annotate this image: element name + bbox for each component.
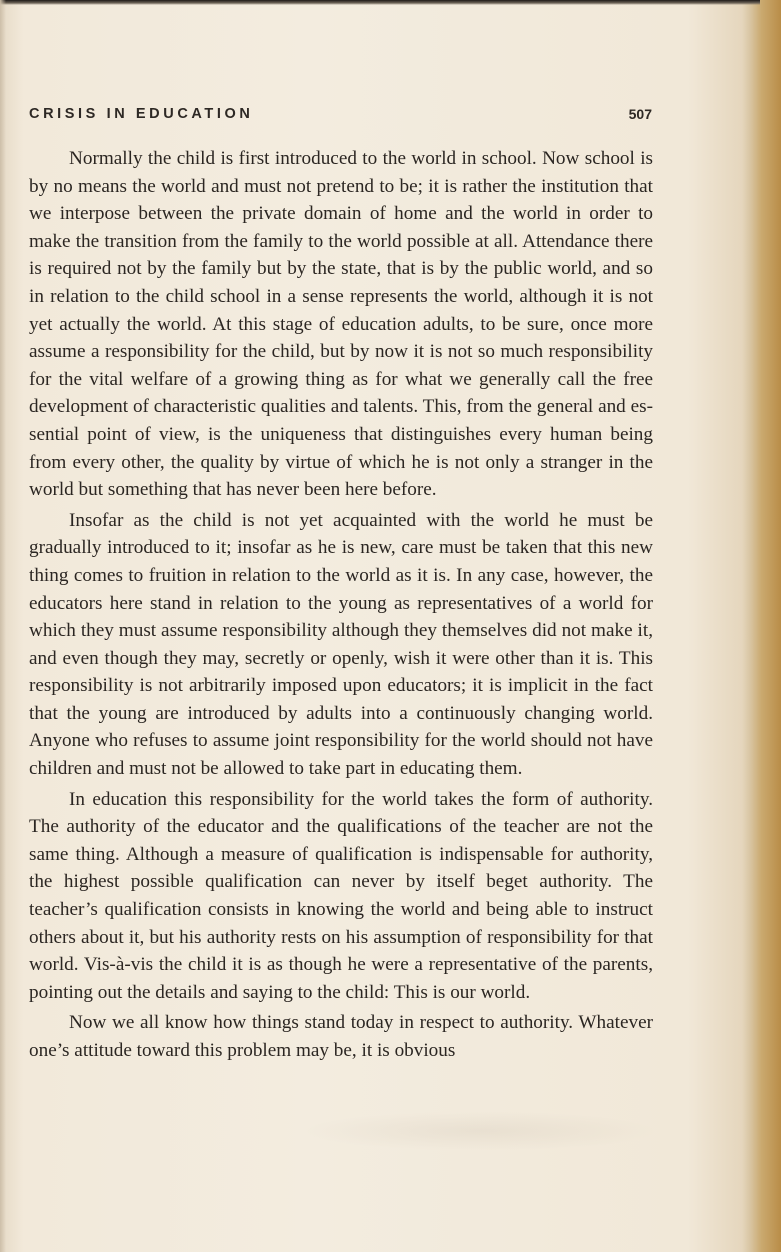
page-number: 507 [628,106,652,122]
paragraph: Insofar as the child is not yet acquainted with the world he must be gradually introduced to it; insofar as he is new, care must be taken that this new thing comes to fruition in relation to the world as it is. In any case, however, the educators here stand in relation to the young as representatives of a world for which they must assume responsibility although they themselves did not make it, and even though they may, secretly or openly, wish it were other than it is. This responsibility is not arbitrarily imposed upon educators; it is implicit in the fact that the young are introduced by adults into a continuously changing world. Anyone who refuses to assume joint responsibility for the world should not have children and must not be allowed to take part in educating them. [29,509,653,780]
paragraph: Now we all know how things stand today in respect to authority. Whatever one’s attitude toward this problem may be, it is obvious [29,1012,653,1061]
running-head-title: CRISIS IN EDUCATION [29,106,254,122]
running-head [25,103,652,127]
page-top-shadow [0,0,760,5]
paragraph: In education this responsibility for the world takes the form of authority. The authority of the educator and the qualifications of the teacher are not the same thing. Although a measure of qualification is indispensable for authority, the highest possible qualification can never by itself beget authority. The teacher’s qualification consists in knowing the world and being able to instruct others about it, but his authority rests on his assumption of responsibility for that world. Vis-à-vis the child it is as though he were a representative of the parents, pointing out the details and saying to the child: This is our world. [29,788,653,1003]
paragraph: Normally the child is first introduced to the world in school. Now school is by no means the world and must not pretend to be; it is rather the institution that we interpose between the private domain of home and the world in order to make the transition from the family to the world possible at all. Attendance there is required not by the family but by the state, that is by the public world, and so in relation to the child school in a sense represents the world, although it is not yet actually the world. At this stage of education adults, to be sure, once more assume a responsibility for the child, but by now it is not so much responsibility for the vital welfare of a growing thing as for what we generally call the free development of characteristic qualities and talents. This, from the general and essential point of view, is the uniqueness that distinguishes every human being from every other, the quality by virtue of which he is not only a stranger in the world but something that has never been here before. [29,148,653,501]
page-left-shadow [0,0,6,1252]
body-text [29,145,653,1065]
show-through-shadow [300,1111,660,1151]
